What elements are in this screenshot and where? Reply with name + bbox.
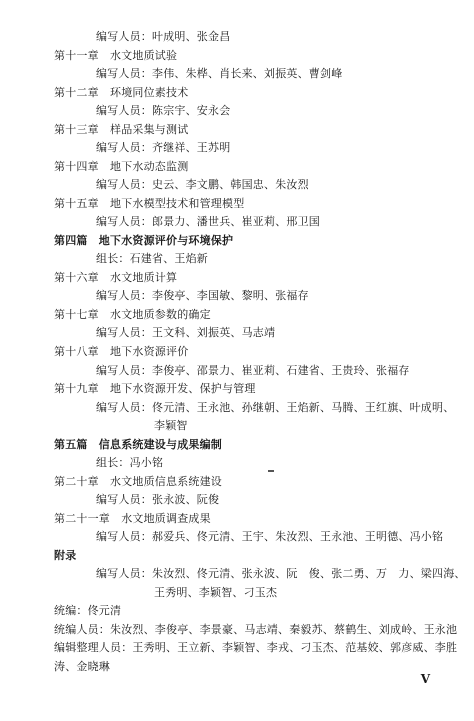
chapter-16-authors: 编写人员：李俊亭、李国敏、黎明、张福存 [96, 289, 309, 303]
chapter-17-title: 第十七章 水文地质参数的确定 [54, 307, 211, 321]
scan-mark [268, 470, 274, 472]
chapter-13-authors: 编写人员：齐继祥、王苏明 [96, 141, 231, 155]
chapter-18-authors: 编写人员：李俊亭、邵景力、崔亚莉、石建省、王贵玲、张福存 [96, 363, 410, 377]
chapter-17-authors: 编写人员：王文科、刘振英、马志靖 [96, 326, 276, 340]
editors: 编辑整理人员：王秀明、王立新、李颖智、李戎、刁玉杰、范基姣、郭彦威、李胜 [54, 641, 458, 655]
chapter-13-title: 第十三章 样品采集与测试 [54, 122, 189, 136]
chapter-19-authors: 编写人员：佟元清、王永池、孙继朝、王焰新、马腾、王红旗、叶成明、 [96, 400, 455, 414]
part-5-heading: 第五篇 信息系统建设与成果编制 [54, 437, 222, 451]
compilers: 统编人员：朱汝烈、李俊亭、李景豪、马志靖、秦毅苏、蔡鹤生、刘成岭、王永池 [54, 622, 458, 636]
chapter-19-title: 第十九章 地下水资源开发、保护与管理 [54, 382, 256, 396]
chapter-10-authors: 编写人员：叶成明、张金昌 [96, 30, 231, 43]
appendix-heading: 附录 [54, 548, 77, 562]
chapter-14-title: 第十四章 地下水动态监测 [54, 159, 189, 173]
chapter-11-authors: 编写人员：李伟、朱桦、肖长来、刘振英、曹剑峰 [96, 67, 343, 81]
chapter-21-title: 第二十一章 水文地质调查成果 [54, 511, 211, 525]
chief-editor: 统编：佟元清 [54, 604, 122, 618]
chapter-16-title: 第十六章 水文地质计算 [54, 270, 178, 284]
appendix-authors: 编写人员：朱汝烈、佟元清、张永波、阮 俊、张二勇、万 力、梁四海、 [96, 567, 466, 581]
editors-cont: 涛、金晓琳 [54, 660, 110, 673]
chapter-12-title: 第十二章 环境同位素技术 [54, 85, 189, 99]
chapter-14-authors: 编写人员：史云、李文鹏、韩国忠、朱汝烈 [96, 178, 309, 192]
chapter-12-authors: 编写人员：陈宗宇、安永会 [96, 104, 231, 118]
chapter-15-authors: 编写人员：郎景力、潘世兵、崔亚莉、邢卫国 [96, 215, 320, 229]
chapter-18-title: 第十八章 地下水资源评价 [54, 345, 189, 358]
chapter-11-title: 第十一章 水文地质试验 [54, 48, 178, 62]
page-number: V [420, 672, 430, 686]
chapter-15-title: 第十五章 地下水模型技术和管理模型 [54, 196, 245, 210]
chapter-20-authors: 编写人员：张永波、阮俊 [96, 493, 220, 507]
chapter-20-title: 第二十章 水文地质信息系统建设 [54, 474, 222, 488]
chapter-21-authors: 编写人员：郝爱兵、佟元清、王宇、朱汝烈、王永池、王明德、冯小铭 [96, 530, 444, 544]
chapter-19-authors-cont: 李颖智 [154, 419, 188, 433]
part-4-leaders: 组长：石建省、王焰新 [96, 252, 208, 266]
appendix-authors-cont: 王秀明、李颖智、刁玉杰 [154, 585, 278, 599]
part-5-leader: 组长：冯小铭 [96, 456, 164, 470]
part-4-heading: 第四篇 地下水资源评价与环境保护 [54, 233, 234, 247]
